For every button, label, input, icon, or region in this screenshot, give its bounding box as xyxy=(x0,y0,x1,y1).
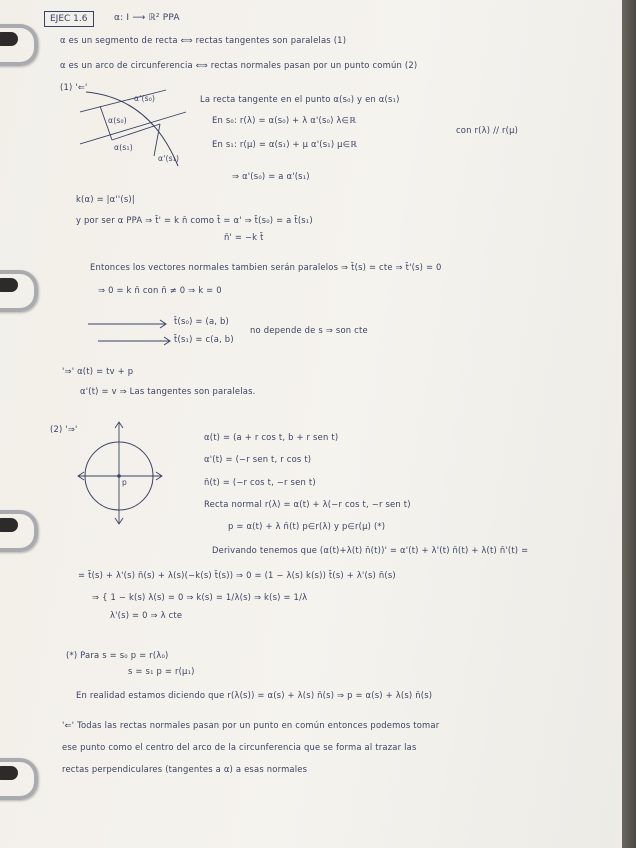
part2-line-10: s = s₁ p = r(μ₁) xyxy=(128,666,195,676)
fig1-tag-2: α(s₀) xyxy=(108,116,127,125)
binder-ring xyxy=(0,510,38,552)
part1-line-2: En s₁: r(μ) = α(s₁) + μ α'(s₁) μ∈ℝ xyxy=(212,139,358,149)
header-mapping: α: I ⟶ ℝ² PPA xyxy=(114,13,180,23)
part1-line-0: La recta tangente en el punto α(s₀) y en α(s₁) xyxy=(200,94,400,104)
fig2-label: (2) '⇒' xyxy=(50,424,78,434)
part1-line-13: '⇒' α(t) = tv + p xyxy=(62,366,134,376)
page-edge-shadow xyxy=(622,0,636,848)
statement-2: α es un arco de circunferencia ⟺ rectas normales pasan por un punto común (2) xyxy=(60,60,418,70)
part2-line-9: (*) Para s = s₀ p = r(λ₀) xyxy=(66,650,169,660)
part1-line-7: n̄' = −k t̄ xyxy=(224,232,264,242)
part2-line-3: Recta normal r(λ) = α(t) + λ(−r cos t, −r sen t) xyxy=(204,499,411,509)
fig1-label: (1) '⇐' xyxy=(60,82,88,92)
part1-line-14: α'(t) = v ⇒ Las tangentes son paralelas. xyxy=(80,386,256,396)
part1-line-3: ⇒ α'(s₀) = a α'(s₁) xyxy=(232,171,310,181)
part2-line-12: '⇐' Todas las rectas normales pasan por un punto en común entonces podemos tomar xyxy=(62,720,440,730)
part1-line-8: Entonces los vectores normales tambien serán paralelos ⇒ t̄(s) = cte ⇒ t̄'(s) = 0 xyxy=(90,262,442,272)
part1-line-11: t̄(s₁) = c(a, b) xyxy=(174,334,234,344)
part2-line-13: ese punto como el centro del arco de la circunferencia que se forma al trazar las xyxy=(62,742,417,752)
fig1-tag-1: α'(s₀) xyxy=(134,94,156,103)
part1-line-9: ⇒ 0 = k n̄ con n̄ ≠ 0 ⇒ k = 0 xyxy=(98,285,222,295)
part1-line-10: t̄(s₀) = (a, b) xyxy=(174,316,229,326)
exercise-title: EJEC 1.6 xyxy=(44,11,94,27)
part2-line-0: α(t) = (a + r cos t, b + r sen t) xyxy=(204,432,339,442)
binder-ring xyxy=(0,758,38,800)
part2-line-4: p = α(t) + λ n̄(t) p∈r(λ) y p∈r(μ) (*) xyxy=(228,521,386,531)
part1-line-6: y por ser α PPA ⇒ t̄' = k n̄ como t̄ = α' ⇒ t̄(s₀) = a t̄(s₁) xyxy=(76,215,313,225)
part2-line-5: Derivando tenemos que (α(t)+λ(t) n̄(t))' = α'(t) + λ'(t) n̄(t) + λ(t) n̄'(t) = xyxy=(212,545,529,555)
part2-line-7: ⇒ { 1 − k(s) λ(s) = 0 ⇒ k(s) = 1/λ(s) ⇒ k(s) = 1/λ xyxy=(92,592,308,602)
part2-line-8: λ'(s) = 0 ⇒ λ cte xyxy=(110,610,183,620)
part2-line-6: = t̄(s) + λ'(s) n̄(s) + λ(s)(−k(s) t̄(s)) ⇒ 0 = (1 − λ(s) k(s)) t̄(s) + λ'(s) n̄(s) xyxy=(78,570,396,580)
fig2-center-label: p xyxy=(122,478,128,487)
part1-line-12: no depende de s ⇒ son cte xyxy=(250,325,368,335)
part1-line-4: con r(λ) // r(μ) xyxy=(456,125,519,135)
fig1-tag-3: α(s₁) xyxy=(114,143,133,152)
circle-normals-figure xyxy=(76,418,166,528)
part2-line-14: rectas perpendiculares (tangentes a α) a esas normales xyxy=(62,764,308,774)
binder-ring xyxy=(0,270,38,312)
fig1-tag-4: α'(s₁) xyxy=(158,154,180,163)
vector-arrows xyxy=(84,318,174,346)
statement-1: α es un segmento de recta ⟺ rectas tangentes son paralelas (1) xyxy=(60,35,347,45)
part2-line-1: α'(t) = (−r sen t, r cos t) xyxy=(204,454,312,464)
part2-line-2: n̄(t) = (−r cos t, −r sen t) xyxy=(204,477,316,487)
part1-line-5: k(α) = |α''(s)| xyxy=(76,194,135,204)
part1-line-1: En s₀: r(λ) = α(s₀) + λ α'(s₀) λ∈ℝ xyxy=(212,115,356,125)
part2-line-11: En realidad estamos diciendo que r(λ(s)) = α(s) + λ(s) n̄(s) ⇒ p = α(s) + λ(s) n̄(s) xyxy=(76,690,433,700)
binder-ring xyxy=(0,24,38,66)
